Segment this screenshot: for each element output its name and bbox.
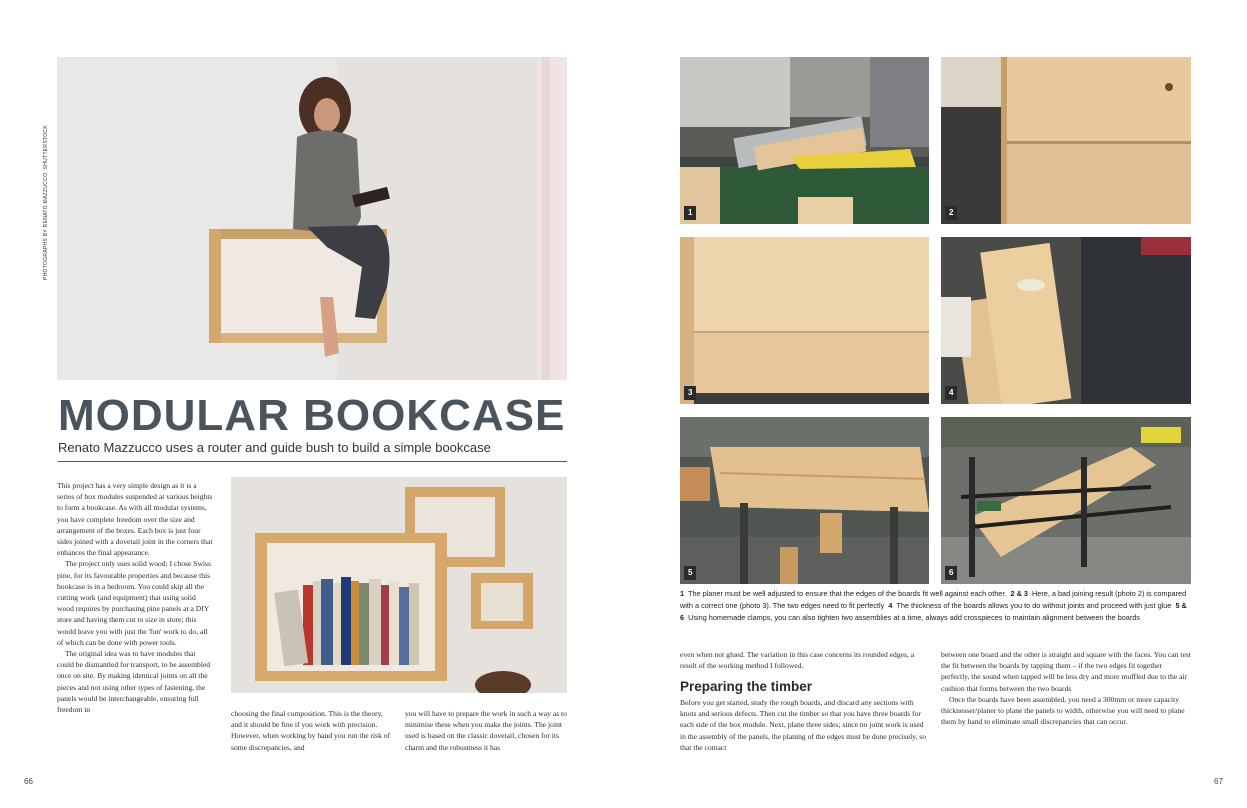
paragraph: The project only uses solid wood; I chose Swiss pine, for its favourable properties and because this bookcase is in a bedroom. You could skip all the cutting work (and equipment) that using solid wood requires by purchasing pine panels at a DIY store and having them cut to size in store; this would leave you with just the 'fun' work to do, all of which can be done with power tools.: [57, 559, 211, 647]
step-photo-5: [680, 417, 929, 584]
photo-number: 4: [945, 386, 957, 400]
step-photo-4: [941, 237, 1191, 404]
caption-number: 4: [888, 601, 893, 610]
step-photo-6: [941, 417, 1191, 584]
photo-number: 3: [684, 386, 696, 400]
left-column-2: [231, 708, 391, 753]
title-rule: [58, 461, 567, 462]
paragraph: between one board and the other is straight and square with the faces. You can test the fit between the boards by tapping them – if the two edges fit together perfectly, the sound when tapped will be less dry and more muffled due to the air cushion that forms between the two boards: [941, 650, 1191, 693]
photo-number: 6: [945, 566, 957, 580]
photo-number: 5: [684, 566, 696, 580]
caption-text: The planer must be well adjusted to ensure that the edges of the boards fit well against each other.: [688, 589, 1007, 598]
left-column-3: [405, 708, 567, 753]
bookcase-photo: [231, 477, 567, 693]
right-column-1-top: [680, 649, 928, 671]
article-subtitle: Renato Mazzucco uses a router and guide bush to build a simple bookcase: [58, 440, 491, 455]
photo-number: 2: [945, 206, 957, 220]
paragraph: Before you get started, study the rough boards, and discard any sections with knots and serious defects. Then cut the timber so that you have three boards for each side of the box module. Next, plane three sides; since no joint work is used in the assembly of the panels, the planing of the edges must be done precisely, so that the contact: [680, 698, 927, 752]
hero-photo: [57, 57, 567, 380]
caption-text: Here, a bad joining result (photo 2) is compared with a correct one (photo 3). The two edges need to fit perfectly: [680, 589, 1187, 610]
caption-text: The thickness of the boards allows you to do without joints and proceed with just glue: [896, 601, 1172, 610]
caption-number: 5 & 6: [680, 601, 1187, 622]
right-column-1-body: [680, 697, 928, 753]
page-number-right: 67: [1214, 777, 1223, 786]
photo-number: 1: [684, 206, 696, 220]
step-photo-3: [680, 237, 929, 404]
article-title: MODULAR BOOKCASE: [58, 391, 566, 440]
paragraph: The original idea was to have modules that could be dismantled for transport, to be assembled once on site. By making identical joints on all the pieces and not using other types of fastening, the panels would be interchangeable, ensuring full freedom in: [57, 649, 211, 715]
paragraph: choosing the final composition. This is the theory, and it should be fine if you work with precision. However, when working by hand you run the risk of some discrepancies, and: [231, 709, 391, 752]
photo-caption: [680, 588, 1191, 624]
section-heading: Preparing the timber: [680, 679, 813, 694]
right-column-2: [941, 649, 1191, 727]
photo-credit: PHOTOGRAPHS BY RENATO MAZZUCCO, SHUTTERSTOCK: [43, 125, 49, 280]
step-photo-2: [941, 57, 1191, 224]
left-column-1: [57, 480, 213, 715]
step-photo-1: [680, 57, 929, 224]
paragraph: This project has a very simple design as it is a series of box modules suspended at various heights to form a bookcase. As with all modular systems, you have complete freedom over the size and arrangement of the boxes. Each box is just four sides joined with a dovetail joint in the corners that enhances the final appearance.: [57, 481, 213, 558]
paragraph: Once the boards have been assembled, you need a 300mm or more capacity thicknesser/planer to plane the panels to width, otherwise you will need to plane them by hand to eliminate small discrepancies that can occur.: [941, 694, 1185, 727]
paragraph: even when not glued. The variation in this case concerns its rounded edges, a result of the working method I followed.: [680, 650, 915, 671]
caption-number: 2 & 3: [1010, 589, 1028, 598]
page-number-left: 66: [24, 777, 33, 786]
paragraph: you will have to prepare the work in such a way as to minimise these when you make the joints. The joint used is based on the classic dovetail, chosen for its charm and the robustness it has: [405, 709, 567, 752]
caption-number: 1: [680, 589, 685, 598]
caption-text: Using homemade clamps, you can also tighten two assemblies at a time, always add crosspieces to maintain alignment between the boards: [688, 613, 1140, 622]
